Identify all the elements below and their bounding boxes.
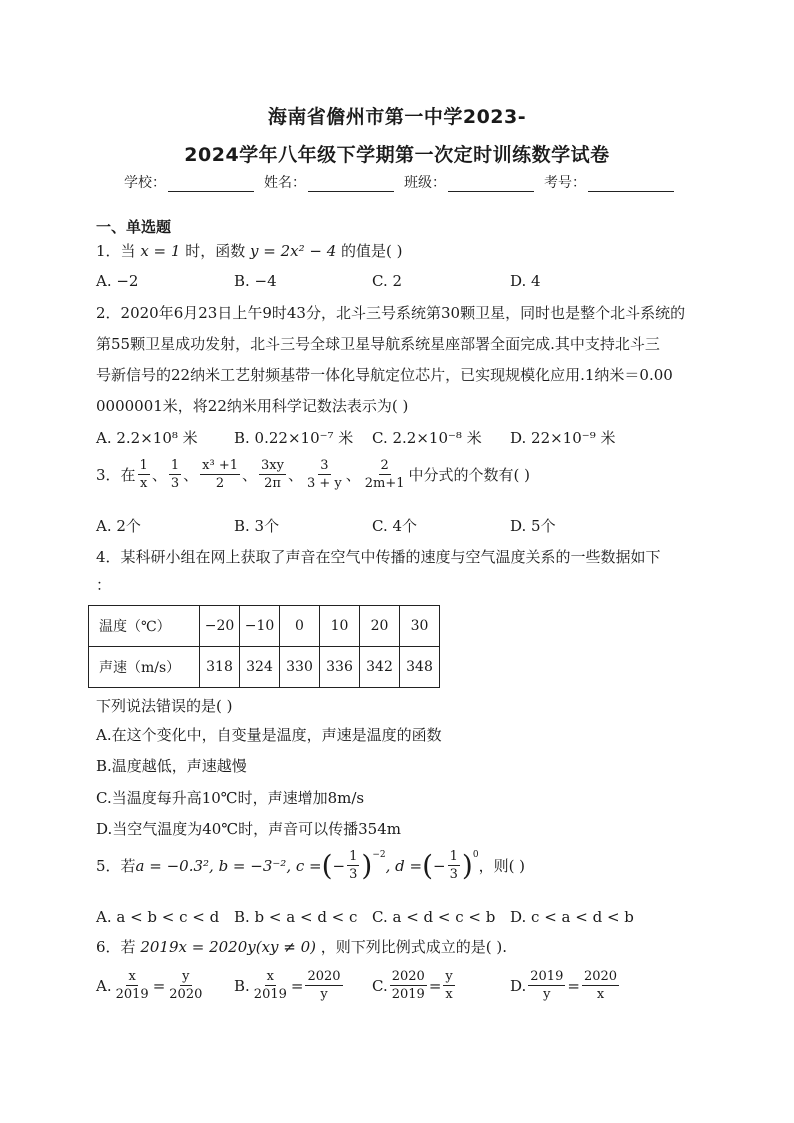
q3-option-c[interactable]: C. 4个 [372, 517, 418, 535]
q6-option-a[interactable]: A. $\frac{x}{2019}$ = $\frac{y}{2020}$ [96, 969, 203, 1002]
q4-line-1: 4．某科研小组在网上获取了声音在空气中传播的速度与空气温度关系的一些数据如下 [96, 548, 661, 566]
exam-title-line1: 海南省儋州市第一中学2023- [267, 106, 527, 128]
q1-option-d[interactable]: D. 4 [510, 272, 541, 290]
name-field [264, 172, 400, 192]
q3-fraction-1: $\frac{1}{x}$ [139, 458, 148, 491]
q1-middle: 时，函数 [185, 242, 246, 260]
q1-prefix: 1．当 [96, 242, 136, 260]
q2-option-d[interactable]: D. 22×10⁻⁹ 米 [510, 429, 616, 447]
table-cell: 348 [400, 647, 440, 688]
q6-option-c[interactable]: C. $\frac{2020}{2019}$ = $\frac{y}{x}$ [372, 969, 453, 1002]
q3-fraction-3: $\frac{\text{x³ +1}}{2}$ [202, 458, 238, 491]
q5-c-close-paren: ) [361, 849, 373, 882]
q1-option-c[interactable]: C. 2 [372, 272, 403, 290]
q3-separator: 、 [241, 466, 257, 484]
class-label: 班级： [404, 175, 446, 191]
q3-fraction-2: $\frac{1}{3}$ [170, 458, 180, 491]
q5-option-d[interactable]: D. c < a < d < b [510, 908, 634, 926]
q3-prefix: 3．在 [96, 466, 136, 484]
q5-c-fraction: $\frac{1}{3}$ [349, 849, 358, 882]
q5-d-open-paren: ( [422, 849, 434, 882]
q6-option-b[interactable]: B. $\frac{x}{2019}$ = $\frac{2020}{y}$ [234, 969, 341, 1002]
q4-option-a[interactable]: A.在这个变化中，自变量是温度，声速是温度的函数 [96, 726, 442, 744]
q5-c-exponent: −2 [372, 850, 386, 860]
table-row-label: 温度（℃） [89, 606, 200, 647]
q3-separator: 、 [345, 466, 361, 484]
table-row [89, 647, 440, 688]
q5-d-part: , d = [385, 856, 423, 875]
q2-option-c[interactable]: C. 2.2×10⁻⁸ 米 [372, 429, 482, 447]
q3-fraction-6: $\frac{2}{2m+1}$ [364, 458, 405, 491]
q3-option-a[interactable]: A. 2个 [96, 517, 141, 535]
q2-option-b[interactable]: B. 0.22×10⁻⁷ 米 [234, 429, 354, 447]
school-blank[interactable] [168, 177, 254, 192]
exam-number-label: 考号： [544, 175, 586, 191]
q4-option-b[interactable]: B.温度越低，声速越慢 [96, 757, 247, 775]
q6-option-d[interactable]: D. $\frac{2019}{y}$ = $\frac{2020}{x}$ [510, 969, 618, 1002]
q4-line-2: ： [96, 576, 112, 594]
speed-temperature-table [88, 605, 440, 688]
exam-number-blank[interactable] [588, 177, 674, 192]
q5-c-open-paren: ( [321, 849, 333, 882]
table-cell: 20 [360, 606, 400, 647]
q3-separator: 、 [151, 466, 167, 484]
q3-fraction-4: $\frac{3xy}{2\pi}$ [261, 458, 284, 491]
q6-expression: 2019x = 2020y(xy ≠ 0) [140, 938, 316, 956]
table-cell: 342 [360, 647, 400, 688]
q5-d-sign: − [433, 856, 446, 875]
q1-suffix: 的值是( ) [341, 242, 403, 260]
q2-line-2: 第55颗卫星成功发射，北斗三号全球卫星导航系统星座部署全面完成.其中支持北斗三 [96, 335, 660, 353]
section-title: 一、单选题 [96, 218, 172, 236]
q3-fraction-5: $\frac{3}{3 + y}$ [306, 458, 342, 491]
q5-d-fraction: $\frac{1}{3}$ [449, 849, 458, 882]
question-1 [96, 240, 403, 261]
exam-number-field [544, 172, 680, 192]
q6-suffix: ，则下列比例式成立的是( ). [320, 938, 508, 956]
question-5 [96, 848, 525, 883]
class-blank[interactable] [448, 177, 534, 192]
q2-line-4: 0000001米，将22纳米用科学记数法表示为( ) [96, 397, 409, 415]
q1-function: y = 2x² − 4 [250, 242, 337, 260]
school-label: 学校： [124, 175, 166, 191]
table-row [89, 606, 440, 647]
table-cell: 336 [320, 647, 360, 688]
q2-option-a[interactable]: A. 2.2×10⁸ 米 [96, 429, 198, 447]
table-cell: 0 [280, 606, 320, 647]
q3-option-b[interactable]: B. 3个 [234, 517, 280, 535]
question-6 [96, 936, 507, 957]
q4-option-d[interactable]: D.当空气温度为40℃时，声音可以传播354m [96, 820, 401, 838]
exam-title-line2: 2024学年八年级下学期第一次定时训练数学试卷 [184, 144, 610, 166]
student-info-line [124, 172, 684, 192]
name-blank[interactable] [308, 177, 394, 192]
q5-option-a[interactable]: A. a < b < c < d [96, 908, 220, 926]
table-row-label: 声速（m/s） [89, 647, 200, 688]
q5-c-sign: − [332, 856, 346, 875]
table-cell: 30 [400, 606, 440, 647]
q2-line-1: 2．2020年6月23日上午9时43分，北斗三号系统第30颗卫星，同时也是整个北斗系统的 [96, 304, 686, 322]
q5-d-close-paren: ) [461, 849, 473, 882]
q6-prefix: 6．若 [96, 938, 136, 956]
school-field [124, 172, 260, 192]
q3-separator: 、 [287, 466, 303, 484]
q4-question: 下列说法错误的是( ) [96, 697, 233, 715]
table-cell: −20 [200, 606, 240, 647]
table-cell: 324 [240, 647, 280, 688]
q5-option-b[interactable]: B. b < a < d < c [234, 908, 358, 926]
class-field [404, 172, 540, 192]
q3-separator: 、 [183, 466, 199, 484]
table-cell: 330 [280, 647, 320, 688]
table-cell: 10 [320, 606, 360, 647]
q1-option-a[interactable]: A. −2 [96, 272, 139, 290]
name-label: 姓名： [264, 175, 306, 191]
q5-suffix: ，则( ) [478, 857, 526, 875]
q3-suffix: 中分式的个数有( ) [408, 466, 531, 484]
q5-expression: a = −0.3², b = −3⁻², c = [135, 856, 322, 875]
table-cell: 318 [200, 647, 240, 688]
q5-option-c[interactable]: C. a < d < c < b [372, 908, 496, 926]
q4-option-c[interactable]: C.当温度每升高10℃时，声速增加8m/s [96, 789, 365, 807]
q2-line-3: 号新信号的22纳米工艺射频基带一体化导航定位芯片，已实现规模化应用.1纳米＝0.00 [96, 366, 673, 384]
question-3 [96, 457, 530, 492]
q5-prefix: 5．若 [96, 857, 136, 875]
q5-d-exponent: 0 [472, 850, 479, 860]
q1-condition: x = 1 [140, 242, 181, 260]
q3-option-d[interactable]: D. 5个 [510, 517, 556, 535]
table-cell: −10 [240, 606, 280, 647]
q1-option-b[interactable]: B. −4 [234, 272, 277, 290]
